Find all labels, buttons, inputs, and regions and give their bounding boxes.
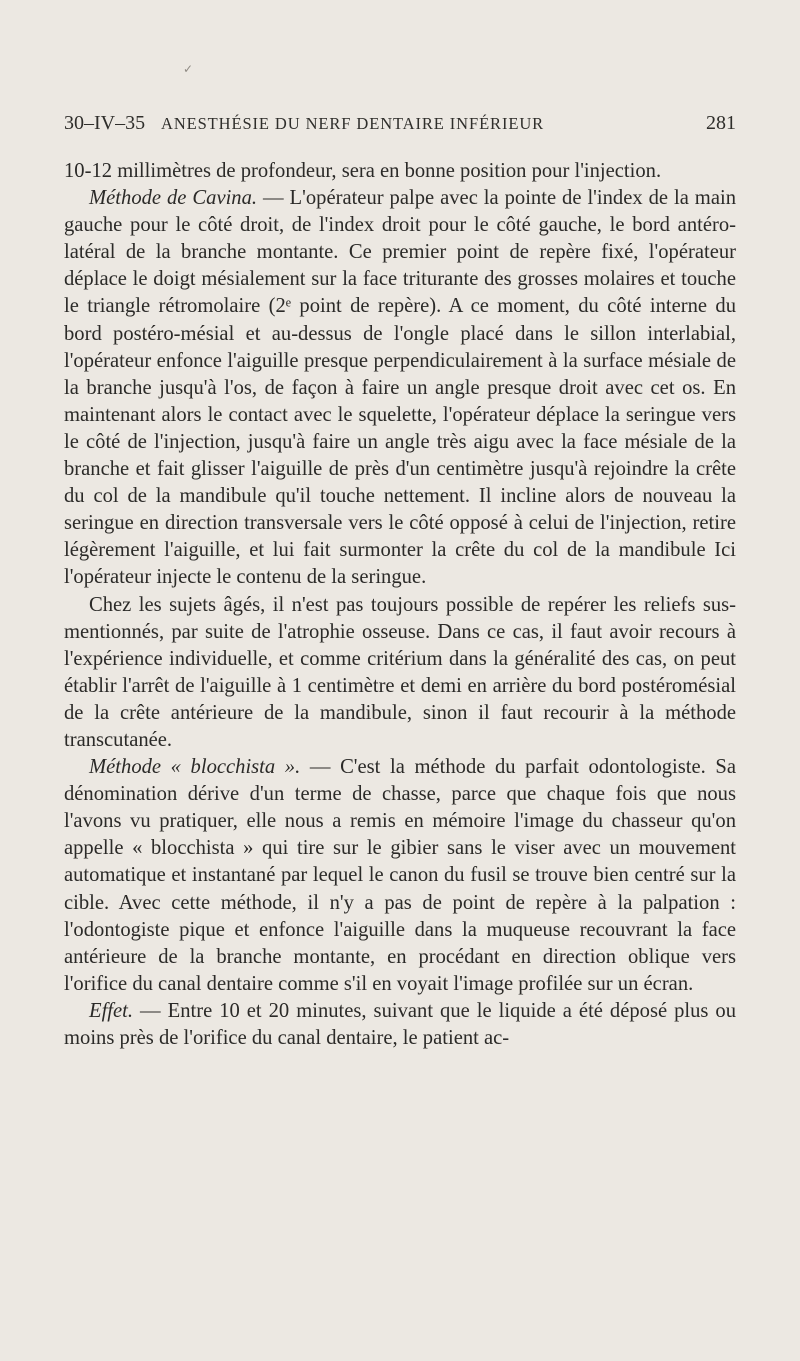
paragraph-text: Chez les sujets âgés, il n'est pas toujours possible de repérer les reliefs sus-mentionnés, par suite de l'atrophie osseuse. Dans ce cas, il faut avoir recours à l'expérience individuelle, et comme critérium dans la généralité des cas, on peut établir l'arrêt de l'aiguille à 1 centimètre et demi en arrière du bord postéromésial de la crête antérieure de la mandibule, sinon il faut recourir à la méthode transcutanée. — [64, 593, 736, 751]
paragraph-cavina — [64, 185, 736, 591]
section-heading-cavina: Méthode de Cavina. — [89, 187, 258, 210]
paragraph-text: — Entre 10 et 20 minutes, suivant que le liquide a été déposé plus ou moins près de l'orifice du canal dentaire, le patient ac- — [64, 999, 736, 1049]
body-text — [64, 158, 736, 1052]
section-heading-effet: Effet. — [89, 999, 134, 1022]
paragraph-text: — L'opérateur palpe avec la pointe de l'index de la main gauche pour le côté droit, de l'index droit pour le côté gauche, le bord antéro-latéral de la branche montante. Ce premier point de repère fixé, l'opérateur déplace le doigt mésialement sur la face triturante des grosses molaires et touche le triangle rétromolaire (2ᵉ point de repère). A ce moment, du côté interne du bord postéro-mésial et au-dessus de l'ongle placé dans le sillon interlabial, l'opérateur enfonce l'aiguille presque perpendiculairement à la surface mésiale de la branche jusqu'à l'os, de façon à faire un angle presque droit avec cet os. En maintenant alors le contact avec le squelette, l'opérateur déplace la seringue vers le côté de l'injection, jusqu'à faire un angle très aigu avec la face mésiale de la branche et fait glisser l'aiguille de près d'un centimètre jusqu'à rejoindre la crête du col de la mandibule qu'il touche nettement. Il incline alors de nouveau la seringue en direction transversale vers le côté opposé à celui de l'injection, retire légèrement l'aiguille, et lui fait surmonter la crête du col de la mandibule Ici l'opérateur injecte le contenu de la seringue. — [64, 187, 736, 589]
paragraph-continuation — [64, 158, 736, 185]
pencil-mark: ✓ — [183, 62, 194, 76]
paragraph-elderly — [64, 592, 736, 755]
paragraph-effet — [64, 998, 736, 1052]
paragraph-blocchista — [64, 754, 736, 998]
paragraph-text: — C'est la méthode du parfait odontologiste. Sa dénomination dérive d'un terme de chasse, parce que chaque fois que nous l'avons vu pratiquer, elle nous a remis en mémoire l'image du chasseur qu'on appelle « blocchista » qui tire sur le gibier sans le viser avec un mouvement automatique et instantané par lequel le canon du fusil se trouve bien centré sur la cible. Avec cette méthode, il n'y a pas de point de repère à la palpation : l'odontogiste pique et enfonce l'aiguille dans la muqueuse recouvrant la face antérieure de la branche montante, en procédant en direction oblique vers l'orifice du canal dentaire comme s'il en voyait l'image profilée sur un écran. — [64, 756, 736, 995]
running-head-title: ANESTHÉSIE DU NERF DENTAIRE INFÉRIEUR — [161, 114, 545, 133]
section-heading-blocchista: Méthode « blocchista ». — [89, 756, 301, 779]
paragraph-text: 10-12 millimètres de profondeur, sera en bonne position pour l'injection. — [64, 160, 662, 182]
running-head-date: 30–IV–35 — [64, 112, 146, 134]
running-head — [64, 112, 736, 138]
page-number: 281 — [706, 112, 736, 134]
